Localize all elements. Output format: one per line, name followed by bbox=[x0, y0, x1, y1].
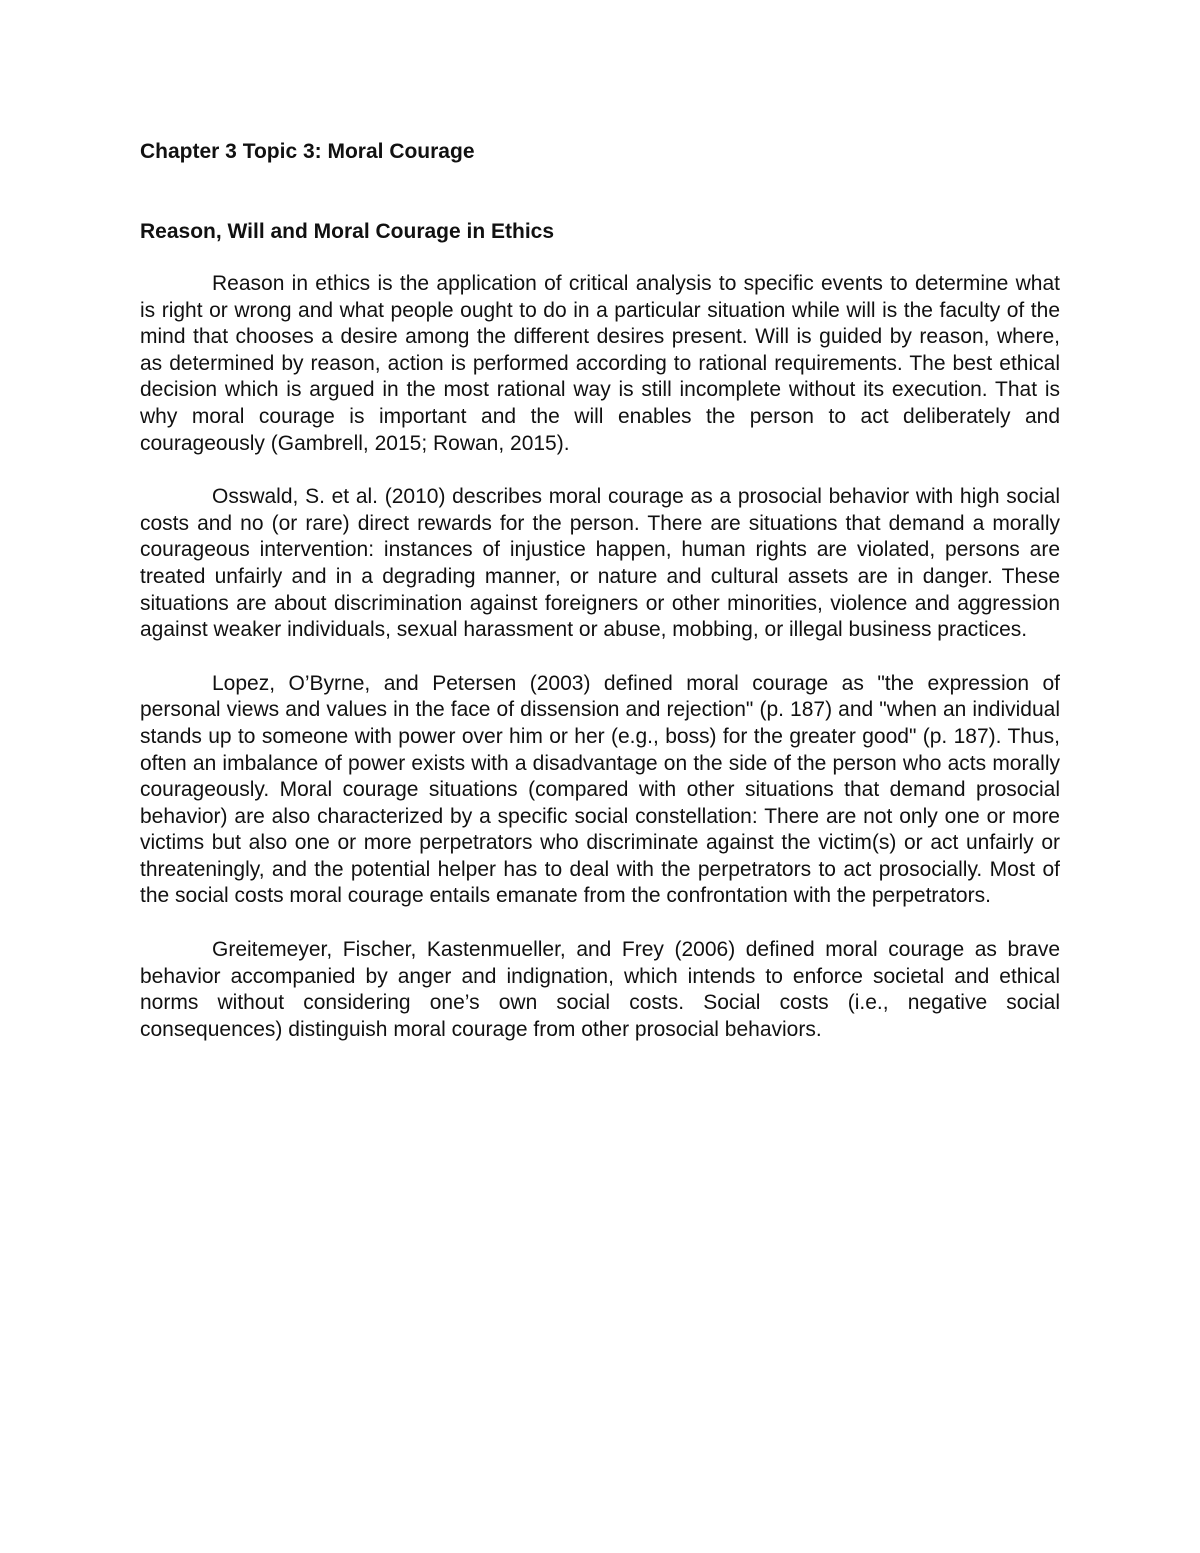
chapter-title: Chapter 3 Topic 3: Moral Courage bbox=[140, 140, 475, 163]
section-heading: Reason, Will and Moral Courage in Ethics bbox=[140, 220, 555, 243]
body-paragraph-greitemeyer: Greitemeyer, Fischer, Kastenmueller, and Frey (2006) defined moral courage as brave behavior accompanied by anger and indignation, which intends to enforce societal and ethical norms without considering one’s own social costs. Social costs (i.e., negative social consequences) distinguish moral courage from other prosocial behaviors. bbox=[140, 938, 1060, 1041]
body-paragraph-lopez: Lopez, O’Byrne, and Petersen (2003) defined moral courage as "the expression of personal views and values in the face of dissension and rejection" (p. 187) and "when an individual stands up to someone with power over him or her (e.g., boss) for the greater good" (p. 187). Thus, often an imbalance of power exists with a disadvantage on the side of the person who acts morally courageously. Moral courage situations (compared with other situations that demand prosocial behavior) are also characterized by a specific social constellation: There are not only one or more victims but also one or more perpetrators who discriminate against the victim(s) or act unfairly or threateningly, and the potential helper has to deal with the perpetrators to act prosocially. Most of the social costs moral courage entails emanate from the confrontation with the perpetrators. bbox=[140, 671, 1060, 908]
body-paragraph-osswald: Osswald, S. et al. (2010) describes moral courage as a prosocial behavior with high social costs and no (or rare) direct rewards for the person. There are situations that demand a morally courageous intervention: instances of injustice happen, human rights are violated, persons are treated unfairly and in a degrading manner, or nature and cultural assets are in danger. These situations are about discrimination against foreigners or other minorities, violence and aggression against weaker individuals, sexual harassment or abuse, mobbing, or illegal business practices. bbox=[140, 485, 1060, 642]
body-paragraph-reason-will: Reason in ethics is the application of critical analysis to specific events to determine what is right or wrong and what people ought to do in a particular situation while will is the faculty of the mind that chooses a desire among the different desires present. Will is guided by reason, where, as determined by reason, action is performed according to rational requirements. The best ethical decision which is argued in the most rational way is still incomplete without its execution. That is why moral courage is important and the will enables the person to act deliberately and courageously (Gambrell, 2015; Rowan, 2015). bbox=[140, 272, 1060, 455]
document-page bbox=[140, 138, 1060, 1043]
